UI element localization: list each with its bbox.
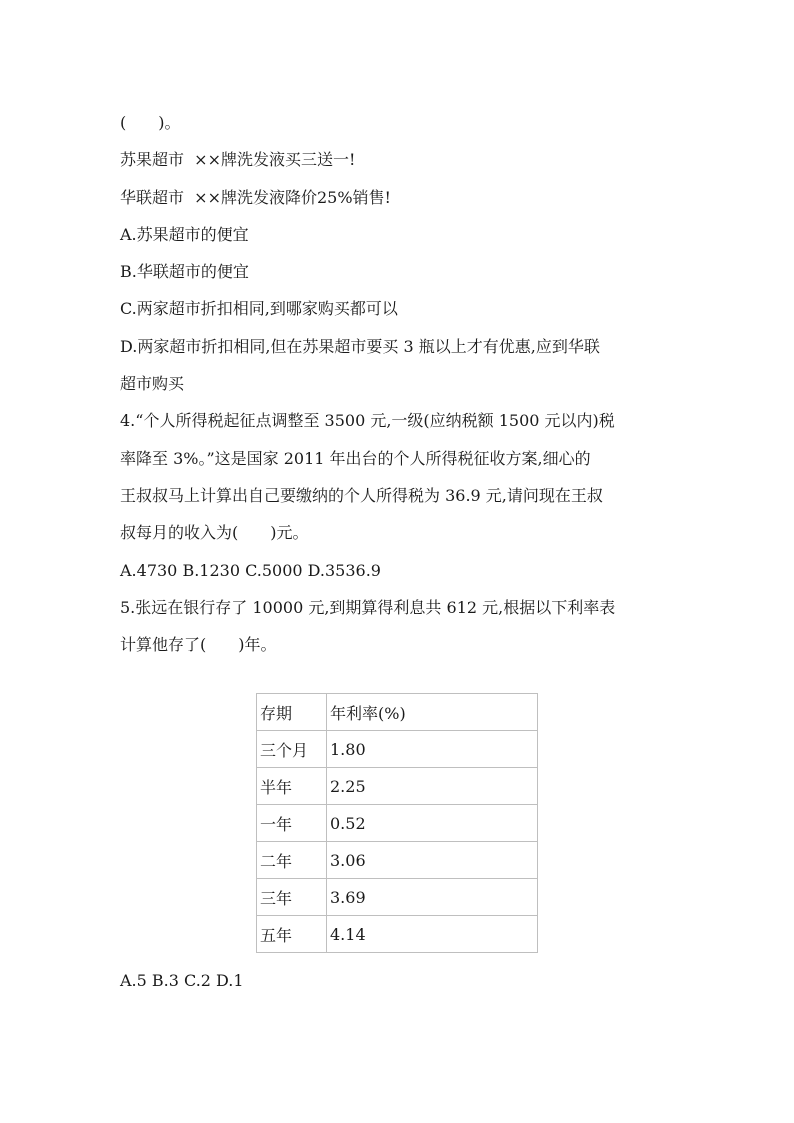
term-cell: 三个月: [257, 731, 327, 768]
rate-cell: 4.14: [327, 916, 538, 953]
option-d-cont: 超市购买: [120, 374, 185, 394]
table-row: [257, 731, 538, 768]
rate-cell: 3.06: [327, 842, 538, 879]
question-5: 5.张远在银行存了 10000 元,到期算得利息共 612 元,根据以下利率表: [120, 597, 616, 617]
table-row: [257, 805, 538, 842]
question-4: 4.“个人所得税起征点调整至 3500 元,一级(应纳税额 1500 元以内)税: [120, 411, 615, 431]
header-cell: 存期: [257, 694, 327, 731]
question-4-cont: 率降至 3%。”这是国家 2011 年出台的个人所得税征收方案,细心的: [120, 448, 591, 468]
header-cell: 年利率(%): [327, 694, 538, 731]
term-cell: 三年: [257, 879, 327, 916]
rate-cell: 1.80: [327, 731, 538, 768]
term-cell: 五年: [257, 916, 327, 953]
interest-rate-table: [256, 693, 538, 953]
question-4-cont: 王叔叔马上计算出自己要缴纳的个人所得税为 36.9 元,请问现在王叔: [120, 485, 603, 505]
question-4-cont: 叔每月的收入为( )元。: [120, 523, 309, 543]
rate-cell: 2.25: [327, 768, 538, 805]
table-row: [257, 842, 538, 879]
option-b: B.华联超市的便宜: [120, 262, 249, 282]
term-cell: 半年: [257, 768, 327, 805]
rate-cell: 0.52: [327, 805, 538, 842]
term-cell: 一年: [257, 805, 327, 842]
rate-cell: 3.69: [327, 879, 538, 916]
table-row: [257, 916, 538, 953]
option-d: D.两家超市折扣相同,但在苏果超市要买 3 瓶以上才有优惠,应到华联: [120, 336, 600, 356]
document-body: [120, 104, 680, 663]
table-row: [257, 768, 538, 805]
question-5-cont: 计算他存了( )年。: [120, 635, 277, 655]
option-a: A.苏果超市的便宜: [120, 224, 249, 244]
text-line: 苏果超市 ××牌洗发液买三送一!: [120, 150, 356, 170]
text-line: ( )。: [120, 113, 181, 132]
text-line: 华联超市 ××牌洗发液降价25%销售!: [120, 187, 391, 207]
term-cell: 二年: [257, 842, 327, 879]
question-4-answers: A.4730 B.1230 C.5000 D.3536.9: [120, 560, 381, 580]
question-5-answers: A.5 B.3 C.2 D.1: [120, 971, 244, 990]
option-c: C.两家超市折扣相同,到哪家购买都可以: [120, 299, 398, 319]
table-header-row: [257, 694, 538, 731]
table-row: [257, 879, 538, 916]
